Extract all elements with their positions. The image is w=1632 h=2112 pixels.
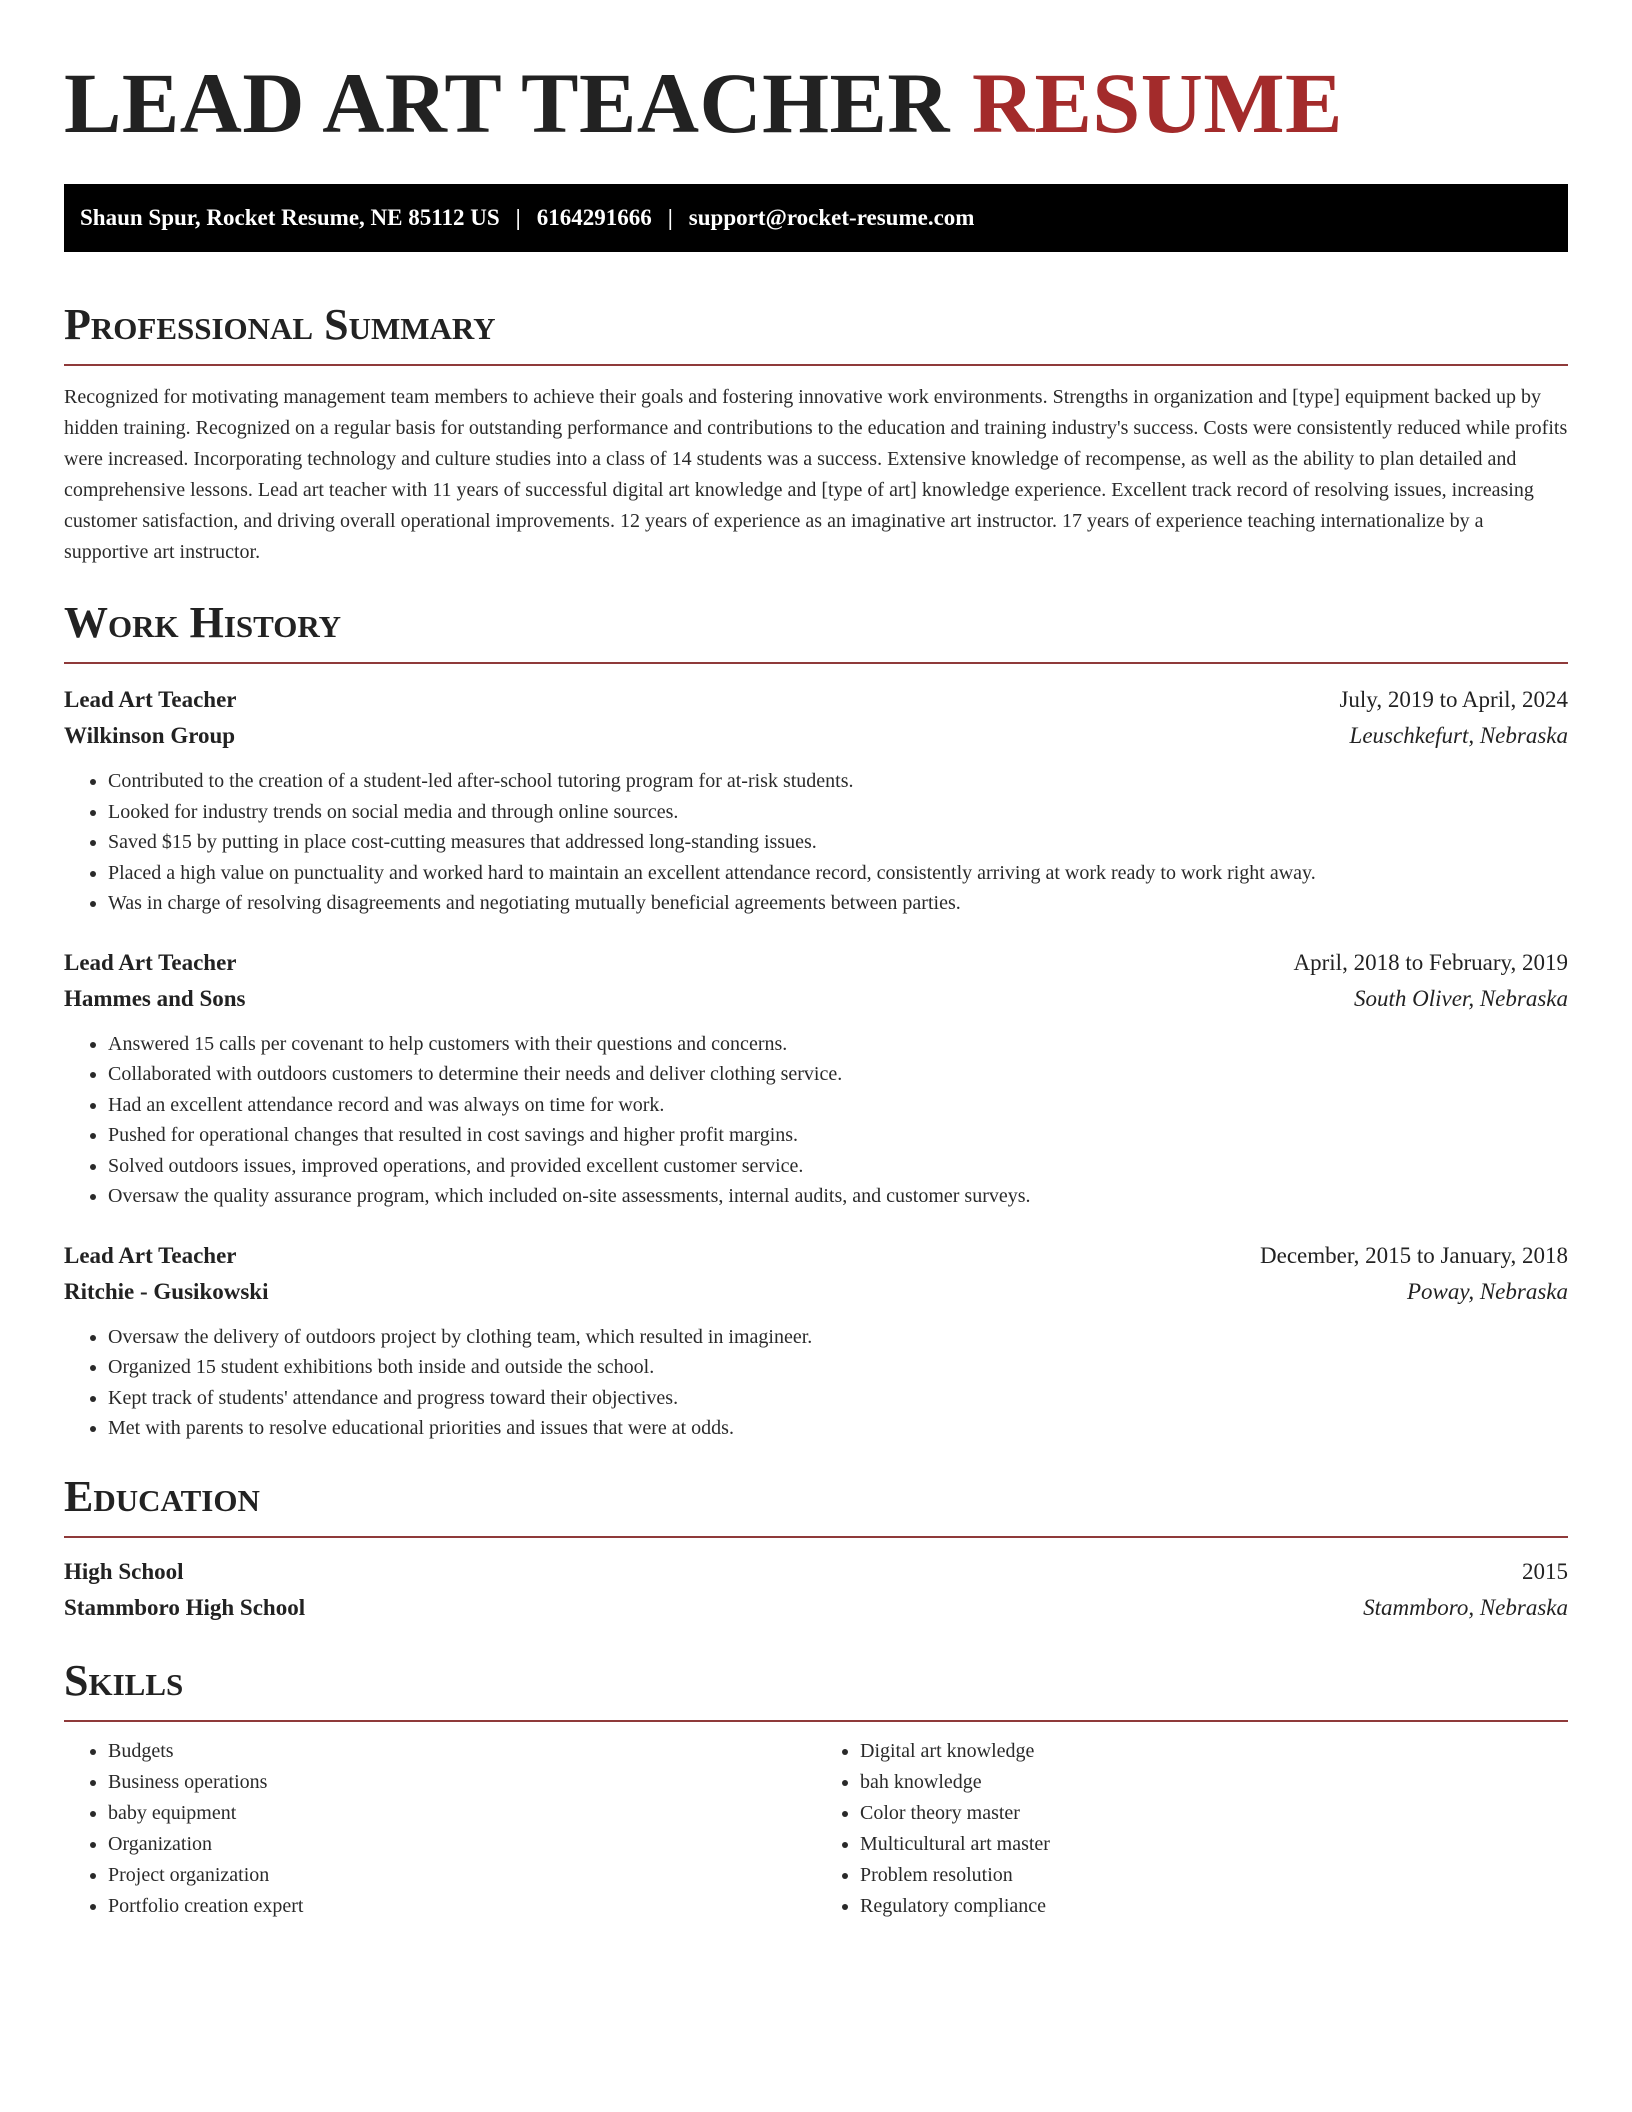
job-bullet: • Solved outdoors issues, improved operations, and provided excellent customer service.: [108, 1151, 1568, 1182]
job-row-2: [64, 981, 1568, 1017]
job-bullet: • Met with parents to resolve educational priorities and issues that were at odds.: [108, 1413, 1568, 1444]
job-bullet: • Oversaw the quality assurance program, which included on-site assessments, internal audits, and customer surveys.: [108, 1181, 1568, 1212]
job-row-2: [64, 1274, 1568, 1310]
skills-list-right: [816, 1736, 1568, 1922]
skill-item: • Budgets: [108, 1736, 816, 1767]
education-year: 2015: [1522, 1558, 1568, 1584]
job-bullet: • Looked for industry trends on social media and through online sources.: [108, 797, 1568, 828]
summary-text: Recognized for motivating management team members to achieve their goals and fostering innovative work environments. Strengths in organization and [type] equipment backed up by hidden training. Recognized on a regular basis for outstanding performance and contributions to the education and training industry's success. Costs were consistently reduced while profits were increased. Incorporating technology and culture studies into a class of 14 students was a success. Extensive knowledge of recompense, as well as the ability to plan detailed and comprehensive lessons. Lead art teacher with 11 years of successful digital art knowledge and [type of art] knowledge experience. Excellent track record of resolving issues, increasing customer satisfaction, and driving overall operational improvements. 12 years of experience as an imaginative art instructor. 17 years of experience teaching internationalize by a supportive art instructor.: [64, 386, 1568, 563]
job-bullet: • Placed a high value on punctuality and worked hard to maintain an excellent attendance record, consistently arriving at work ready to work right away.: [108, 858, 1568, 889]
job-entry: [64, 1238, 1568, 1444]
skill-item: • Digital art knowledge: [860, 1736, 1568, 1767]
skills-list-left: [64, 1736, 816, 1922]
job-title: Lead Art Teacher: [64, 1242, 237, 1268]
title-accent: RESUME: [971, 55, 1343, 151]
skill-item: • baby equipment: [108, 1798, 816, 1829]
job-dates: December, 2015 to January, 2018: [1260, 1242, 1568, 1268]
job-row-1: [64, 682, 1568, 718]
job-bullet: • Had an excellent attendance record and was always on time for work.: [108, 1090, 1568, 1121]
skill-item: • Color theory master: [860, 1798, 1568, 1829]
contact-bar: [64, 184, 1568, 252]
contact-separator: |: [667, 205, 673, 230]
summary-section: [64, 300, 1568, 568]
skill-item: • bah knowledge: [860, 1767, 1568, 1798]
skill-item: • Regulatory compliance: [860, 1891, 1568, 1922]
job-dates: April, 2018 to February, 2019: [1293, 949, 1568, 975]
job-row-1: [64, 945, 1568, 981]
skill-item: • Multicultural art master: [860, 1829, 1568, 1860]
job-bullet: • Kept track of students' attendance and progress toward their objectives.: [108, 1383, 1568, 1414]
skills-columns: [64, 1736, 1568, 1922]
skill-item: • Problem resolution: [860, 1860, 1568, 1891]
job-company: Wilkinson Group: [64, 723, 236, 748]
job-company: Hammes and Sons: [64, 985, 246, 1011]
job-company: Ritchie - Gusikowski: [64, 1278, 269, 1304]
resume-title: [64, 56, 1568, 150]
job-bullet: • Oversaw the delivery of outdoors project by clothing team, which resulted in imagineer.: [108, 1322, 1568, 1353]
education-heading: Education: [64, 1472, 1568, 1538]
skill-item: • Portfolio creation expert: [108, 1891, 816, 1922]
job-bullet: • Pushed for operational changes that resulted in cost savings and higher profit margins.: [108, 1120, 1568, 1151]
education-row-2: [64, 1590, 1568, 1626]
education-school: Stammboro High School: [64, 1594, 306, 1620]
skill-item: • Business operations: [108, 1767, 816, 1798]
job-entry: [64, 682, 1568, 919]
job-bullet: • Organized 15 student exhibitions both inside and outside the school.: [108, 1352, 1568, 1383]
skills-heading: Skills: [64, 1656, 1568, 1722]
job-bullet-list: [64, 1029, 1568, 1212]
contact-email[interactable]: support@rocket-resume.com: [688, 205, 975, 230]
job-dates: July, 2019 to April, 2024: [1339, 687, 1568, 712]
job-title: Lead Art Teacher: [64, 949, 237, 975]
job-bullet-list: [64, 1322, 1568, 1444]
job-row-2: [64, 718, 1568, 754]
skill-item: • Organization: [108, 1829, 816, 1860]
job-bullet: • Answered 15 calls per covenant to help customers with their questions and concerns.: [108, 1029, 1568, 1060]
education-section: [64, 1472, 1568, 1626]
work-history-section: [64, 598, 1568, 1444]
job-title: Lead Art Teacher: [64, 687, 237, 712]
job-row-1: [64, 1238, 1568, 1274]
job-location: Leuschkefurt, Nebraska: [1349, 723, 1568, 748]
job-entry: [64, 945, 1568, 1212]
contact-phone[interactable]: 6164291666: [536, 205, 652, 230]
job-bullet: • Contributed to the creation of a student-led after-school tutoring program for at-risk students.: [108, 766, 1568, 797]
skill-item: • Project organization: [108, 1860, 816, 1891]
education-location: Stammboro, Nebraska: [1363, 1594, 1568, 1620]
job-bullet-list: [64, 766, 1568, 919]
education-degree: High School: [64, 1558, 184, 1584]
job-list: [64, 682, 1568, 1444]
work-history-heading: Work History: [64, 598, 1568, 664]
job-location: Poway, Nebraska: [1407, 1278, 1568, 1304]
job-bullet: • Saved $15 by putting in place cost-cutting measures that addressed long-standing issues.: [108, 827, 1568, 858]
skills-section: [64, 1656, 1568, 1922]
job-bullet: • Was in charge of resolving disagreements and negotiating mutually beneficial agreements between parties.: [108, 888, 1568, 919]
job-location: South Oliver, Nebraska: [1353, 985, 1568, 1011]
education-row-1: [64, 1554, 1568, 1590]
title-main: LEAD ART TEACHER: [64, 55, 950, 151]
job-bullet: • Collaborated with outdoors customers to determine their needs and deliver clothing service.: [108, 1059, 1568, 1090]
contact-address: Shaun Spur, Rocket Resume, NE 85112 US: [80, 205, 500, 230]
contact-separator: |: [515, 205, 521, 230]
education-entry: [64, 1554, 1568, 1626]
summary-heading: Professional Summary: [64, 300, 1568, 366]
